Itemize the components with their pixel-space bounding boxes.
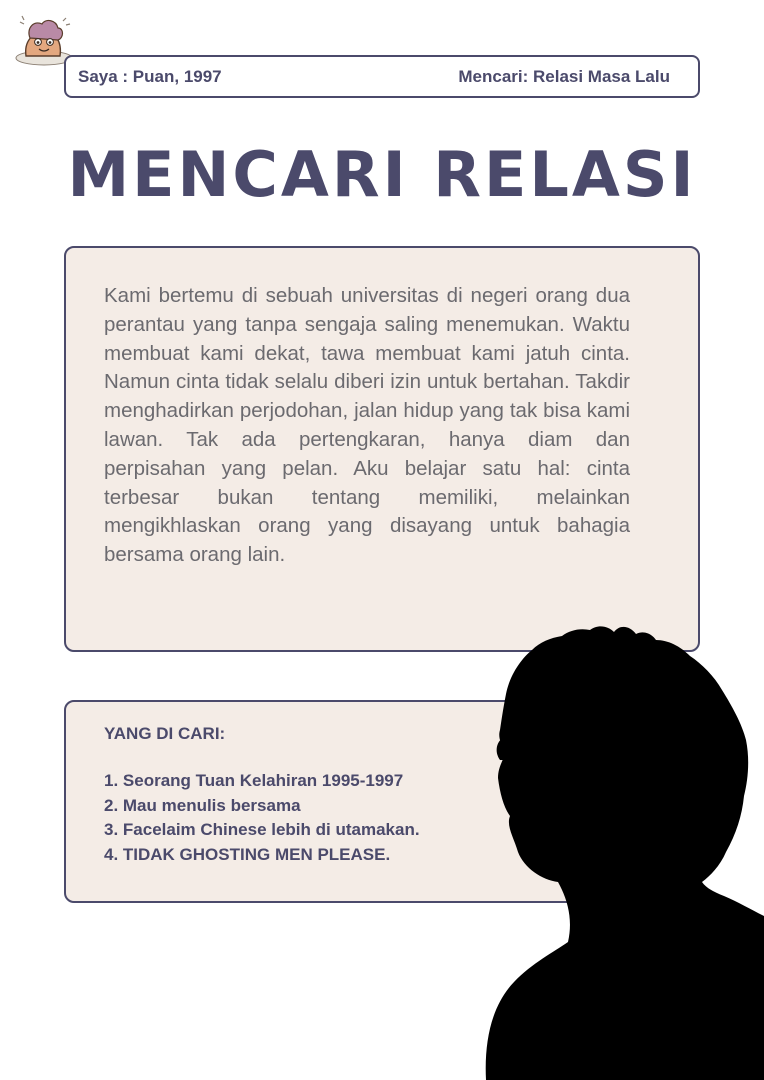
list-item: 3. Facelaim Chinese lebih di utamakan. — [104, 820, 420, 839]
wanted-heading: YANG DI CARI: — [104, 724, 226, 743]
header-seeking-text: Mencari: Relasi Masa Lalu — [458, 66, 670, 86]
person-silhouette — [470, 620, 764, 1080]
list-item: 1. Seorang Tuan Kelahiran 1995-1997 — [104, 771, 404, 790]
list-item: 2. Mau menulis bersama — [104, 795, 301, 815]
story-box — [64, 246, 700, 652]
header-profile-text: Saya : Puan, 1997 — [78, 66, 222, 86]
list-item: 4. TIDAK GHOSTING MEN PLEASE. — [104, 844, 391, 864]
header-bar — [64, 55, 700, 98]
story-text: Kami bertemu di sebuah universitas di negeri orang dua perantau yang tanpa sengaja saling menemukan. Waktu membuat kami dekat, tawa membuat kami jatuh cinta. Namun cinta tidak selalu diberi izin untuk bertahan. Takdir menghadirkan perjodohan, jalan hidup yang tak bisa kami lawan. Tak ada pertengkaran, hanya diam dan perpisahan yang pelan. Aku belajar satu hal: cinta terbesar bukan tentang memiliki, melainkan mengikhlaskan orang yang disayang untuk bahagia bersama orang lain. — [104, 284, 630, 567]
page-title: MENCARI RELASI — [67, 138, 697, 211]
